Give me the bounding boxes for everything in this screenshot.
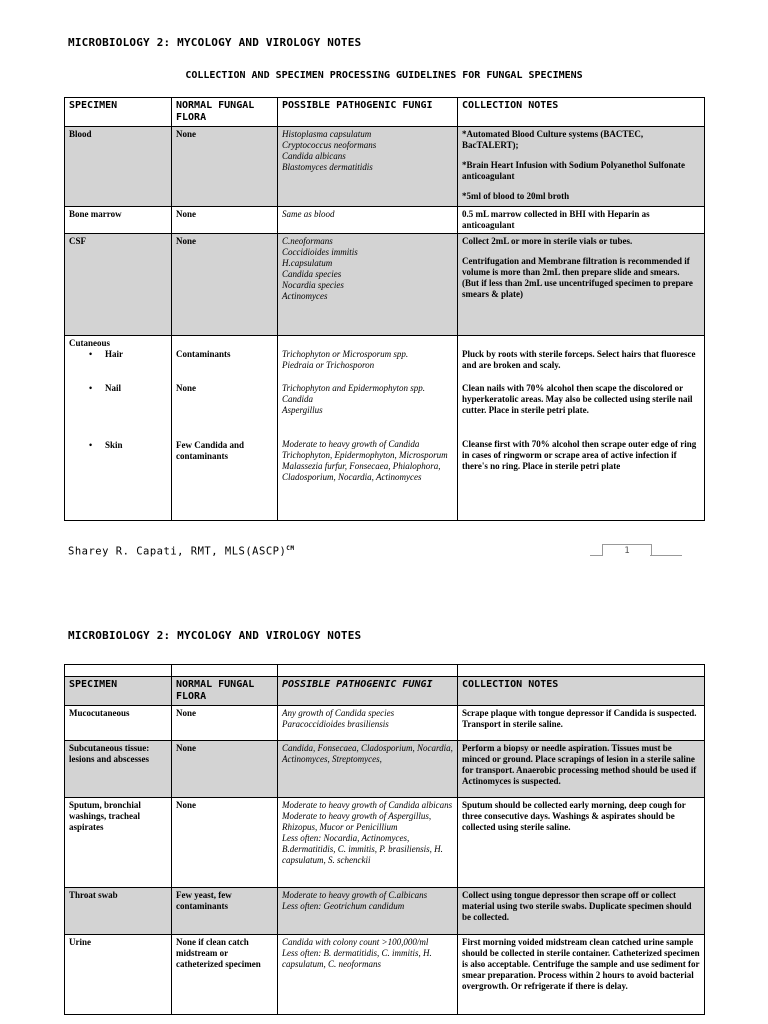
specimen-table-page-2 xyxy=(64,664,705,1015)
fungi-cell xyxy=(278,935,458,1015)
fungi-cell xyxy=(278,798,458,888)
notes-line: Centrifugation and Membrane filtration is recommended if volume is more than 2mL then prepare slide and smears. xyxy=(462,256,693,277)
fungi-line: Nocardia species xyxy=(282,280,344,290)
page-header: MICROBIOLOGY 2: MYCOLOGY AND VIROLOGY NOTES xyxy=(68,629,362,642)
flora-cell: None xyxy=(172,741,278,798)
fungi-line: Less often: Geotrichum candidum xyxy=(282,901,405,911)
notes-cell xyxy=(458,127,705,207)
flora-cell: None if clean catch midstream or catheterized specimen xyxy=(172,935,278,1015)
empty-cell xyxy=(458,665,705,677)
column-header: SPECIMEN xyxy=(65,677,172,706)
fungi-cell: Candida, Fonsecaea, Cladosporium, Nocardia, Actinomyces, Streptomyces, xyxy=(278,741,458,798)
document-subtitle: COLLECTION AND SPECIMEN PROCESSING GUIDELINES FOR FUNGAL SPECIMENS xyxy=(185,70,583,81)
column-header: SPECIMEN xyxy=(65,98,172,127)
flora-cell: None xyxy=(172,234,278,336)
notes-cell xyxy=(458,336,705,521)
fungi-cell xyxy=(278,234,458,336)
page-header: MICROBIOLOGY 2: MYCOLOGY AND VIROLOGY NOTES xyxy=(68,36,362,49)
flora-cell: None xyxy=(172,798,278,888)
fungi-line: Candida species xyxy=(282,269,342,279)
notes-line: Clean nails with 70% alcohol then scape the discolored or hyperkeratolic areas. May also be collected using sterile nail cutter. Place in sterile petri plate. xyxy=(462,383,695,415)
fungi-line: Moderate to heavy growth of C.albicans xyxy=(282,890,428,900)
fungi-line: Any growth of Candida species xyxy=(282,708,395,718)
table-spacer-row xyxy=(65,665,705,677)
fungi-line: Less often: B. dermatitidis, C. immitis, H. capsulatum, C. neoformans xyxy=(282,948,435,969)
empty-cell xyxy=(278,665,458,677)
notes-cell: Perform a biopsy or needle aspiration. Tissues must be minced or ground. Place scrapings of lesion in a sterile saline for transport. Anaerobic processing method should be used if Actinomyces is suspected. xyxy=(458,741,705,798)
column-header: COLLECTION NOTES xyxy=(458,677,705,706)
table-header-row xyxy=(65,98,705,127)
author-credential-sup: CM xyxy=(286,545,295,552)
cutaneous-label: Cutaneous xyxy=(69,338,111,348)
table-row xyxy=(65,741,705,798)
fungi-line: Moderate to heavy growth of Candida albicans xyxy=(282,800,453,810)
page-number-rule xyxy=(590,555,602,556)
specimen-cell: Throat swab xyxy=(65,888,172,935)
notes-line: *5ml of blood to 20ml broth xyxy=(462,191,570,201)
fungi-line: Less often: Nocardia, Actinomyces, B.dermatitidis, C. immitis, P. brasiliensis, H. capsulatum, S. schenckii xyxy=(282,833,446,865)
fungi-line: Moderate to heavy growth of Candida xyxy=(282,439,420,449)
fungi-line: Candida albicans xyxy=(282,151,346,161)
table-row xyxy=(65,207,705,234)
fungi-line: Blastomyces dermatitidis xyxy=(282,162,373,172)
notes-line: *Brain Heart Infusion with Sodium Polyanethol Sulfonate anticoagulant xyxy=(462,160,688,181)
fungi-line: Candida xyxy=(282,394,314,404)
cutaneous-item-hair: • Hair xyxy=(69,349,167,360)
table-row-cutaneous xyxy=(65,336,705,521)
fungi-line: C.neoformans xyxy=(282,236,333,246)
specimen-cell: CSF xyxy=(65,234,172,336)
fungi-cell xyxy=(278,888,458,935)
notes-line: Cleanse first with 70% alcohol then scrape outer edge of ring in cases of ringworm or scrape area of active infection if there's no ring. Place in sterile petri plate xyxy=(462,439,699,471)
flora-line: None xyxy=(176,383,196,393)
flora-line: Contaminants xyxy=(176,349,231,359)
notes-line: Collect 2mL or more in sterile vials or tubes. xyxy=(462,236,633,246)
specimen-cell xyxy=(65,336,172,521)
author-name: Sharey R. Capati, RMT, MLS(ASCP) xyxy=(68,545,287,558)
table-row xyxy=(65,888,705,935)
fungi-line: Trichophyton, Epidermophyton, Microsporum xyxy=(282,450,448,460)
column-header: POSSIBLE PATHOGENIC FUNGI xyxy=(278,677,458,706)
notes-cell: Sputum should be collected early morning, deep cough for three consecutive days. Washings & aspirates should be collected using sterile saline. xyxy=(458,798,705,888)
notes-line: *Automated Blood Culture systems (BACTEC, BacTALERT); xyxy=(462,129,646,150)
fungi-cell xyxy=(278,127,458,207)
fungi-cell xyxy=(278,336,458,521)
footer-author xyxy=(68,545,295,558)
table-row xyxy=(65,706,705,741)
table-row xyxy=(65,234,705,336)
page-number-rule xyxy=(650,555,682,556)
flora-cell: None xyxy=(172,706,278,741)
fungi-line: H.capsulatum xyxy=(282,258,333,268)
fungi-line: Moderate to heavy growth of Aspergillus, Rhizopus, Mucor or Penicillium xyxy=(282,811,434,832)
empty-cell xyxy=(172,665,278,677)
notes-line: Pluck by roots with sterile forceps. Select hairs that fluoresce and are broken and scaly. xyxy=(462,349,698,370)
fungi-line: Cryptococcus neoformans xyxy=(282,140,377,150)
empty-cell xyxy=(65,665,172,677)
fungi-line: Aspergillus xyxy=(282,405,323,415)
notes-cell: Collect using tongue depressor then scrape off or collect material using two sterile swabs. Duplicate specimen should be collected. xyxy=(458,888,705,935)
fungi-line: Malassezia furfur, Fonsecaea, Phialophora, Cladosporium, Nocardia, Actinomyces xyxy=(282,461,443,482)
table-header-row xyxy=(65,677,705,706)
flora-cell xyxy=(172,336,278,521)
specimen-cell: Sputum, bronchial washings, tracheal aspirates xyxy=(65,798,172,888)
specimen-cell: Subcutaneous tissue: lesions and abscesses xyxy=(65,741,172,798)
specimen-table-page-1 xyxy=(64,97,705,521)
page-number: 1 xyxy=(602,544,652,556)
column-header: NORMAL FUNGAL FLORA xyxy=(172,98,278,127)
cutaneous-item-skin: • Skin xyxy=(69,440,167,451)
flora-cell: None xyxy=(172,207,278,234)
column-header: POSSIBLE PATHOGENIC FUNGI xyxy=(278,98,458,127)
notes-line: (But if less than 2mL use uncentrifuged specimen to prepare smears & plate) xyxy=(462,278,696,299)
notes-cell xyxy=(458,234,705,336)
cutaneous-item-nail: • Nail xyxy=(69,383,167,394)
fungi-line: Actinomyces xyxy=(282,291,328,301)
column-header: COLLECTION NOTES xyxy=(458,98,705,127)
fungi-line: Trichophyton and Epidermophyton spp. xyxy=(282,383,425,393)
flora-line: Few Candida and contaminants xyxy=(176,440,247,461)
specimen-cell: Bone marrow xyxy=(65,207,172,234)
fungi-line: Candida with colony count >100,000/ml xyxy=(282,937,429,947)
specimen-cell: Mucocutaneous xyxy=(65,706,172,741)
table-row xyxy=(65,935,705,1015)
fungi-line: Histoplasma capsulatum xyxy=(282,129,372,139)
flora-cell: Few yeast, few contaminants xyxy=(172,888,278,935)
column-header: NORMAL FUNGAL FLORA xyxy=(172,677,278,706)
fungi-line: Coccidioides immitis xyxy=(282,247,358,257)
table-row xyxy=(65,127,705,207)
specimen-cell: Blood xyxy=(65,127,172,207)
fungi-line: Paracoccidioides brasiliensis xyxy=(282,719,389,729)
fungi-cell xyxy=(278,706,458,741)
notes-cell: 0.5 mL marrow collected in BHI with Heparin as anticoagulant xyxy=(458,207,705,234)
specimen-cell: Urine xyxy=(65,935,172,1015)
fungi-line: Piedraia or Trichosporon xyxy=(282,360,375,370)
notes-cell: First morning voided midstream clean catched urine sample should be collected in sterile container. Catheterized specimen is also acceptable. Centrifuge the sample and use sediment for smear preparation. Process within 2 hours to avoid bacterial overgrowth. Or refrigerate if there is delay. xyxy=(458,935,705,1015)
fungi-line: Trichophyton or Microsporum spp. xyxy=(282,349,409,359)
notes-cell: Scrape plaque with tongue depressor if Candida is suspected. Transport in sterile saline. xyxy=(458,706,705,741)
table-row xyxy=(65,798,705,888)
fungi-cell: Same as blood xyxy=(278,207,458,234)
flora-cell: None xyxy=(172,127,278,207)
